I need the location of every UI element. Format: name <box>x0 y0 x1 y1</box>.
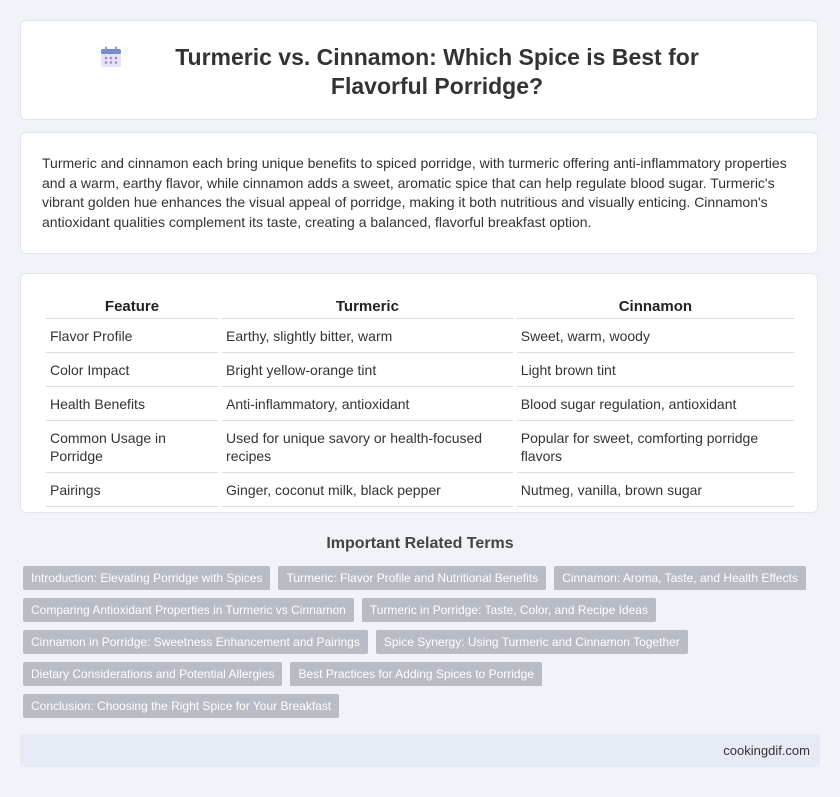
table-cell: Blood sugar regulation, antioxidant <box>517 387 794 421</box>
table-cell: Pairings <box>46 473 218 507</box>
table-row <box>46 387 794 421</box>
table-cell: Ginger, coconut milk, black pepper <box>222 473 513 507</box>
related-term-tag[interactable]: Comparing Antioxidant Properties in Turmeric vs Cinnamon <box>23 598 354 622</box>
footer-site-name: cookingdif.com <box>723 743 810 758</box>
comparison-table <box>42 296 798 507</box>
related-term-tag[interactable]: Spice Synergy: Using Turmeric and Cinnamon Together <box>376 630 688 654</box>
related-term-tag[interactable]: Conclusion: Choosing the Right Spice for Your Breakfast <box>23 694 339 718</box>
table-cell: Used for unique savory or health-focused recipes <box>222 421 513 473</box>
title-card <box>20 20 818 120</box>
comparison-table-card <box>20 273 818 513</box>
related-term-tag[interactable]: Introduction: Elevating Porridge with Spices <box>23 566 270 590</box>
footer-bar <box>20 734 820 767</box>
table-header-row <box>46 296 794 319</box>
related-terms-list <box>23 566 823 718</box>
related-term-tag[interactable]: Dietary Considerations and Potential Allergies <box>23 662 282 686</box>
intro-card <box>20 132 818 254</box>
related-terms-heading: Important Related Terms <box>326 535 514 552</box>
column-header-cinnamon: Cinnamon <box>517 296 794 319</box>
related-term-tag[interactable]: Best Practices for Adding Spices to Porridge <box>290 662 541 686</box>
related-term-tag[interactable]: Cinnamon: Aroma, Taste, and Health Effects <box>554 566 806 590</box>
table-cell: Sweet, warm, woody <box>517 319 794 353</box>
table-cell: Bright yellow-orange tint <box>222 353 513 387</box>
table-cell: Earthy, slightly bitter, warm <box>222 319 513 353</box>
intro-paragraph: Turmeric and cinnamon each bring unique benefits to spiced porridge, with turmeric offering anti-inflammatory properties and a warm, earthy flavor, while cinnamon adds a sweet, aromatic spice that can help regulate blood sugar. Turmeric's vibrant golden hue enhances the visual appeal of porridge, making it both nutritious and visually enticing. Cinnamon's antioxidant qualities complement its taste, creating a balanced, flavorful breakfast option. <box>42 155 787 230</box>
table-row <box>46 421 794 473</box>
table-cell: Nutmeg, vanilla, brown sugar <box>517 473 794 507</box>
table-row <box>46 319 794 353</box>
table-cell: Light brown tint <box>517 353 794 387</box>
table-cell: Flavor Profile <box>46 319 218 353</box>
table-row <box>46 353 794 387</box>
column-header-turmeric: Turmeric <box>222 296 513 319</box>
table-cell: Anti-inflammatory, antioxidant <box>222 387 513 421</box>
related-term-tag[interactable]: Turmeric: Flavor Profile and Nutritional Benefits <box>278 566 546 590</box>
table-row <box>46 473 794 507</box>
table-cell: Health Benefits <box>46 387 218 421</box>
table-cell: Color Impact <box>46 353 218 387</box>
related-term-tag[interactable]: Turmeric in Porridge: Taste, Color, and Recipe Ideas <box>362 598 656 622</box>
page-title: Turmeric vs. Cinnamon: Which Spice is Best for Flavorful Porridge? <box>175 44 699 99</box>
column-header-feature: Feature <box>46 296 218 319</box>
table-cell: Common Usage in Porridge <box>46 421 218 473</box>
table-cell: Popular for sweet, comforting porridge flavors <box>517 421 794 473</box>
related-term-tag[interactable]: Cinnamon in Porridge: Sweetness Enhancement and Pairings <box>23 630 368 654</box>
